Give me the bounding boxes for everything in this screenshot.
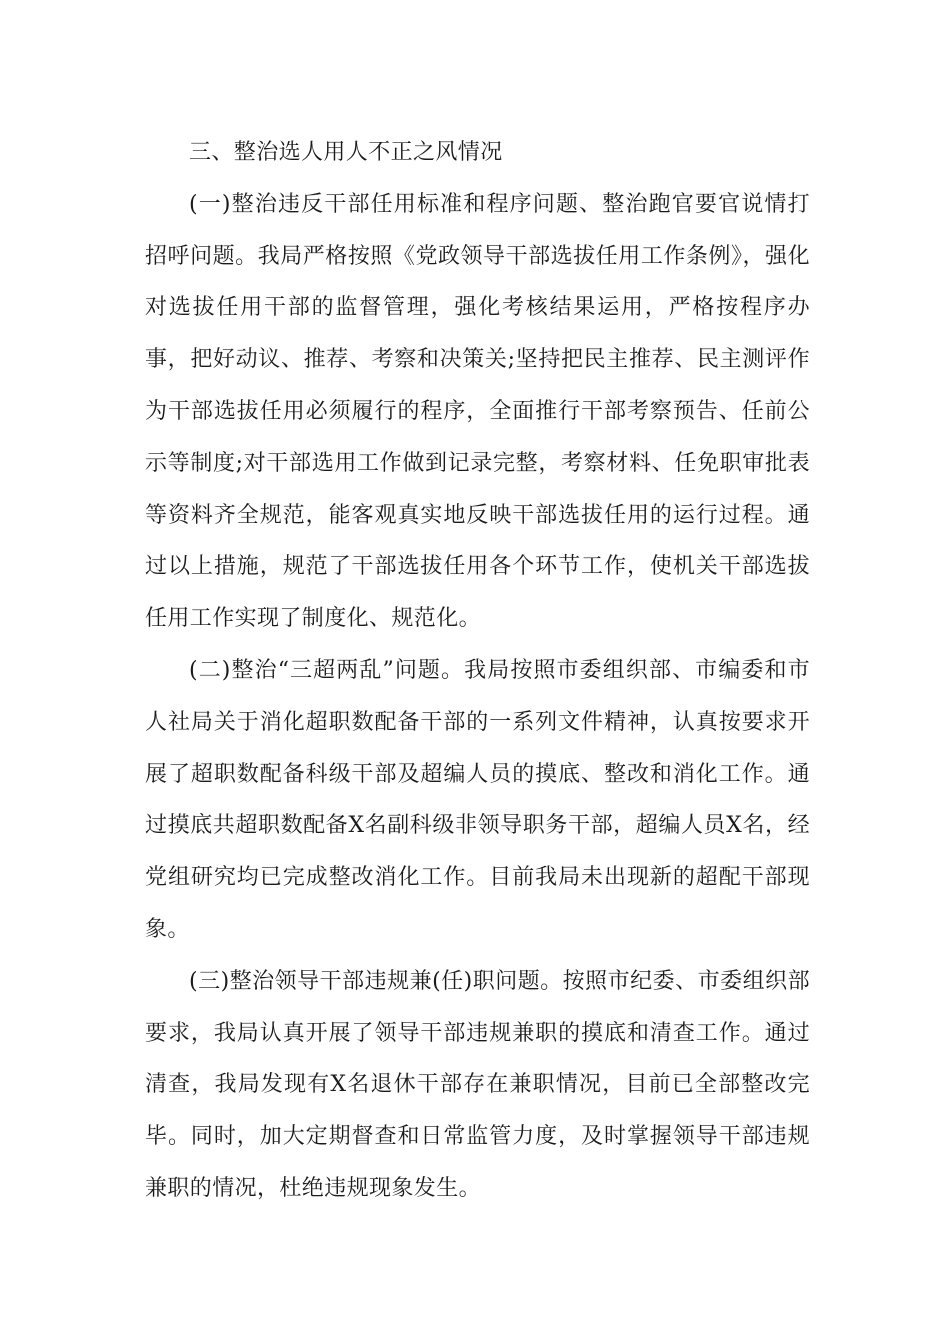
section-heading: 三、整治选人用人不正之风情况	[189, 140, 503, 165]
paragraph-3: (三)整治领导干部违规兼(任)职问题。按照市纪委、市委组织部要求，我局认真开展了领导干部违规兼职的摸底和清查工作。通过清查，我局发现有X名退休干部存在兼职情况，目前已全部整改完毕。同时，加大定期督查和日常监管力度，及时掌握领导干部违规兼职的情况，杜绝违规现象发生。	[145, 968, 810, 1201]
paragraph-1: (一)整治违反干部任用标准和程序问题、整治跑官要官说情打招呼问题。我局严格按照《党政领导干部选拔任用工作条例》，强化对选拔任用干部的监督管理，强化考核结果运用，严格按程序办事，把好动议、推荐、考察和决策关;坚持把民主推荐、民主测评作为干部选拔任用必须履行的程序，全面推行干部考察预告、任前公示等制度;对干部选用工作做到记录完整，考察材料、任免职审批表等资料齐全规范，能客观真实地反映干部选拔任用的运行过程。通过以上措施，规范了干部选拔任用各个环节工作，使机关干部选拔任用工作实现了制度化、规范化。	[145, 191, 810, 632]
paragraph-2: (二)整治“三超两乱”问题。我局按照市委组织部、市编委和市人社局关于消化超职数配备干部的一系列文件精神，认真按要求开展了超职数配备科级干部及超编人员的摸底、整改和消化工作。通过摸底共超职数配备X名副科级非领导职务干部，超编人员X名，经党组研究均已完成整改消化工作。目前我局未出现新的超配干部现象。	[145, 657, 810, 942]
document-body	[145, 127, 810, 1215]
